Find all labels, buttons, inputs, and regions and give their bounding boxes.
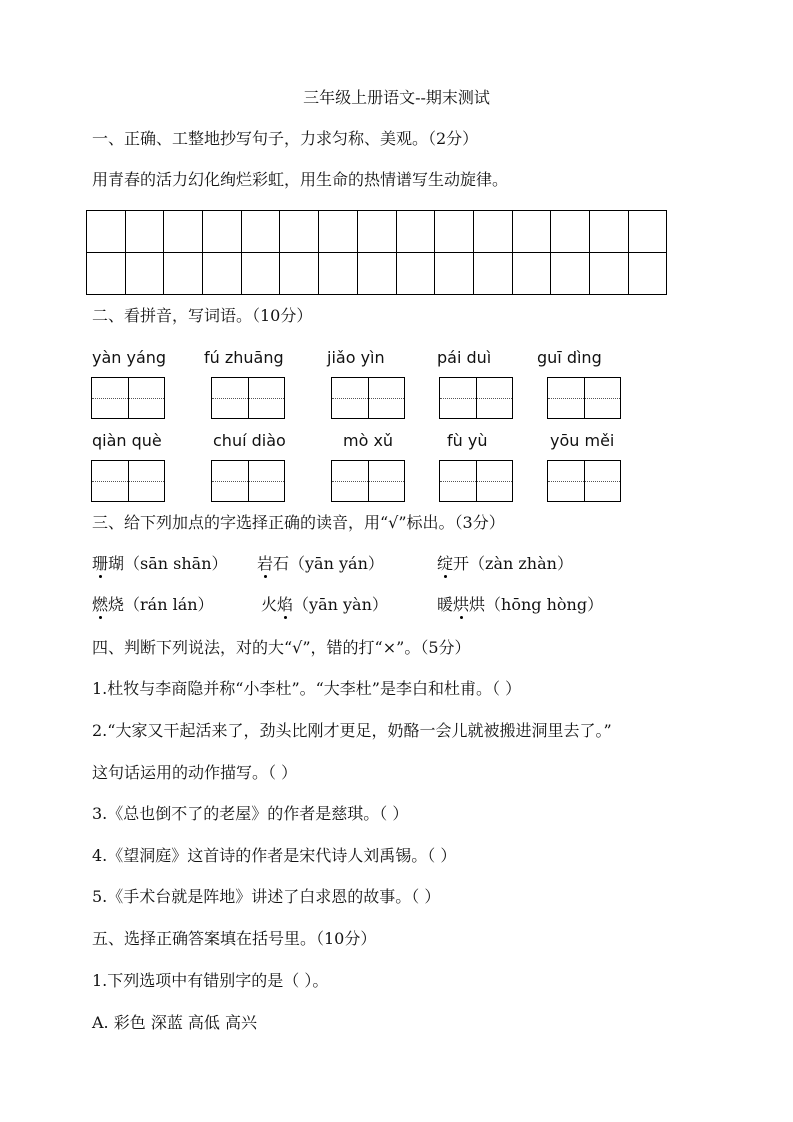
pinyin-2: fú zhuāng <box>204 348 284 367</box>
word-answer-box[interactable] <box>331 377 405 419</box>
word-answer-box[interactable] <box>547 460 621 502</box>
reading-item-5[interactable]: 火焰（yān yàn） <box>261 595 388 614</box>
section3-heading: 三、给下列加点的字选择正确的读音，用“√”标出。（3分） <box>92 513 505 532</box>
reading-item-4[interactable]: 燃烧（rán lán） <box>92 595 214 614</box>
word-answer-box[interactable] <box>547 377 621 419</box>
reading-item-1[interactable]: 珊瑚（sān shān） <box>92 554 228 573</box>
reading-item-6[interactable]: 暖烘烘（hōng hòng） <box>437 595 604 614</box>
section5-heading: 五、选择正确答案填在括号里。（10分） <box>92 929 377 948</box>
copy-sentence: 用青春的活力幻化绚烂彩虹，用生命的热情谱写生动旋律。 <box>92 170 509 189</box>
word-answer-box[interactable] <box>439 460 513 502</box>
word-answer-box[interactable] <box>211 460 285 502</box>
section2-heading: 二、看拼音，写词语。（10分） <box>92 306 313 325</box>
choice-option-a[interactable]: A. 彩色 深蓝 高低 高兴 <box>92 1013 257 1032</box>
choice-question-1[interactable]: 1.下列选项中有错别字的是（ ）。 <box>92 971 329 990</box>
reading-item-2[interactable]: 岩石（yān yán） <box>257 554 384 573</box>
section1-heading: 一、正确、工整地抄写句子，力求匀称、美观。（2分） <box>92 129 479 148</box>
word-answer-box[interactable] <box>211 377 285 419</box>
page-title: 三年级上册语文--期末测试 <box>303 88 490 107</box>
copy-writing-grid[interactable] <box>86 210 667 295</box>
pinyin-3: jiǎo yìn <box>327 348 385 367</box>
pinyin-10: yōu měi <box>550 431 615 450</box>
pinyin-1: yàn yáng <box>92 348 167 367</box>
word-answer-box[interactable] <box>91 377 165 419</box>
word-answer-box[interactable] <box>331 460 405 502</box>
pinyin-6: qiàn què <box>92 431 162 450</box>
word-answer-box[interactable] <box>439 377 513 419</box>
judge-question-5[interactable]: 5.《手术台就是阵地》讲述了白求恩的故事。（ ） <box>92 887 441 906</box>
judge-question-2: 2.“大家又干起活来了，劲头比刚才更足，奶酪一会儿就被搬进洞里去了。” <box>92 721 612 740</box>
pinyin-8: mò xǔ <box>343 431 394 450</box>
pinyin-7: chuí diào <box>213 431 286 450</box>
pinyin-5: guī dìng <box>537 348 602 367</box>
pinyin-9: fù yù <box>447 431 488 450</box>
judge-question-1[interactable]: 1.杜牧与李商隐并称“小李杜”。“大李杜”是李白和杜甫。（ ） <box>92 679 522 698</box>
judge-question-3[interactable]: 3.《总也倒不了的老屋》的作者是慈琪。（ ） <box>92 804 409 823</box>
judge-question-2-cont[interactable]: 这句话运用的动作描写。（ ） <box>92 763 298 782</box>
word-answer-box[interactable] <box>91 460 165 502</box>
pinyin-4: pái duì <box>437 348 492 367</box>
reading-item-3[interactable]: 绽开（zàn zhàn） <box>437 554 573 573</box>
judge-question-4[interactable]: 4.《望洞庭》这首诗的作者是宋代诗人刘禹锡。（ ） <box>92 846 457 865</box>
section4-heading: 四、判断下列说法，对的大“√”，错的打“×”。（5分） <box>92 638 471 657</box>
